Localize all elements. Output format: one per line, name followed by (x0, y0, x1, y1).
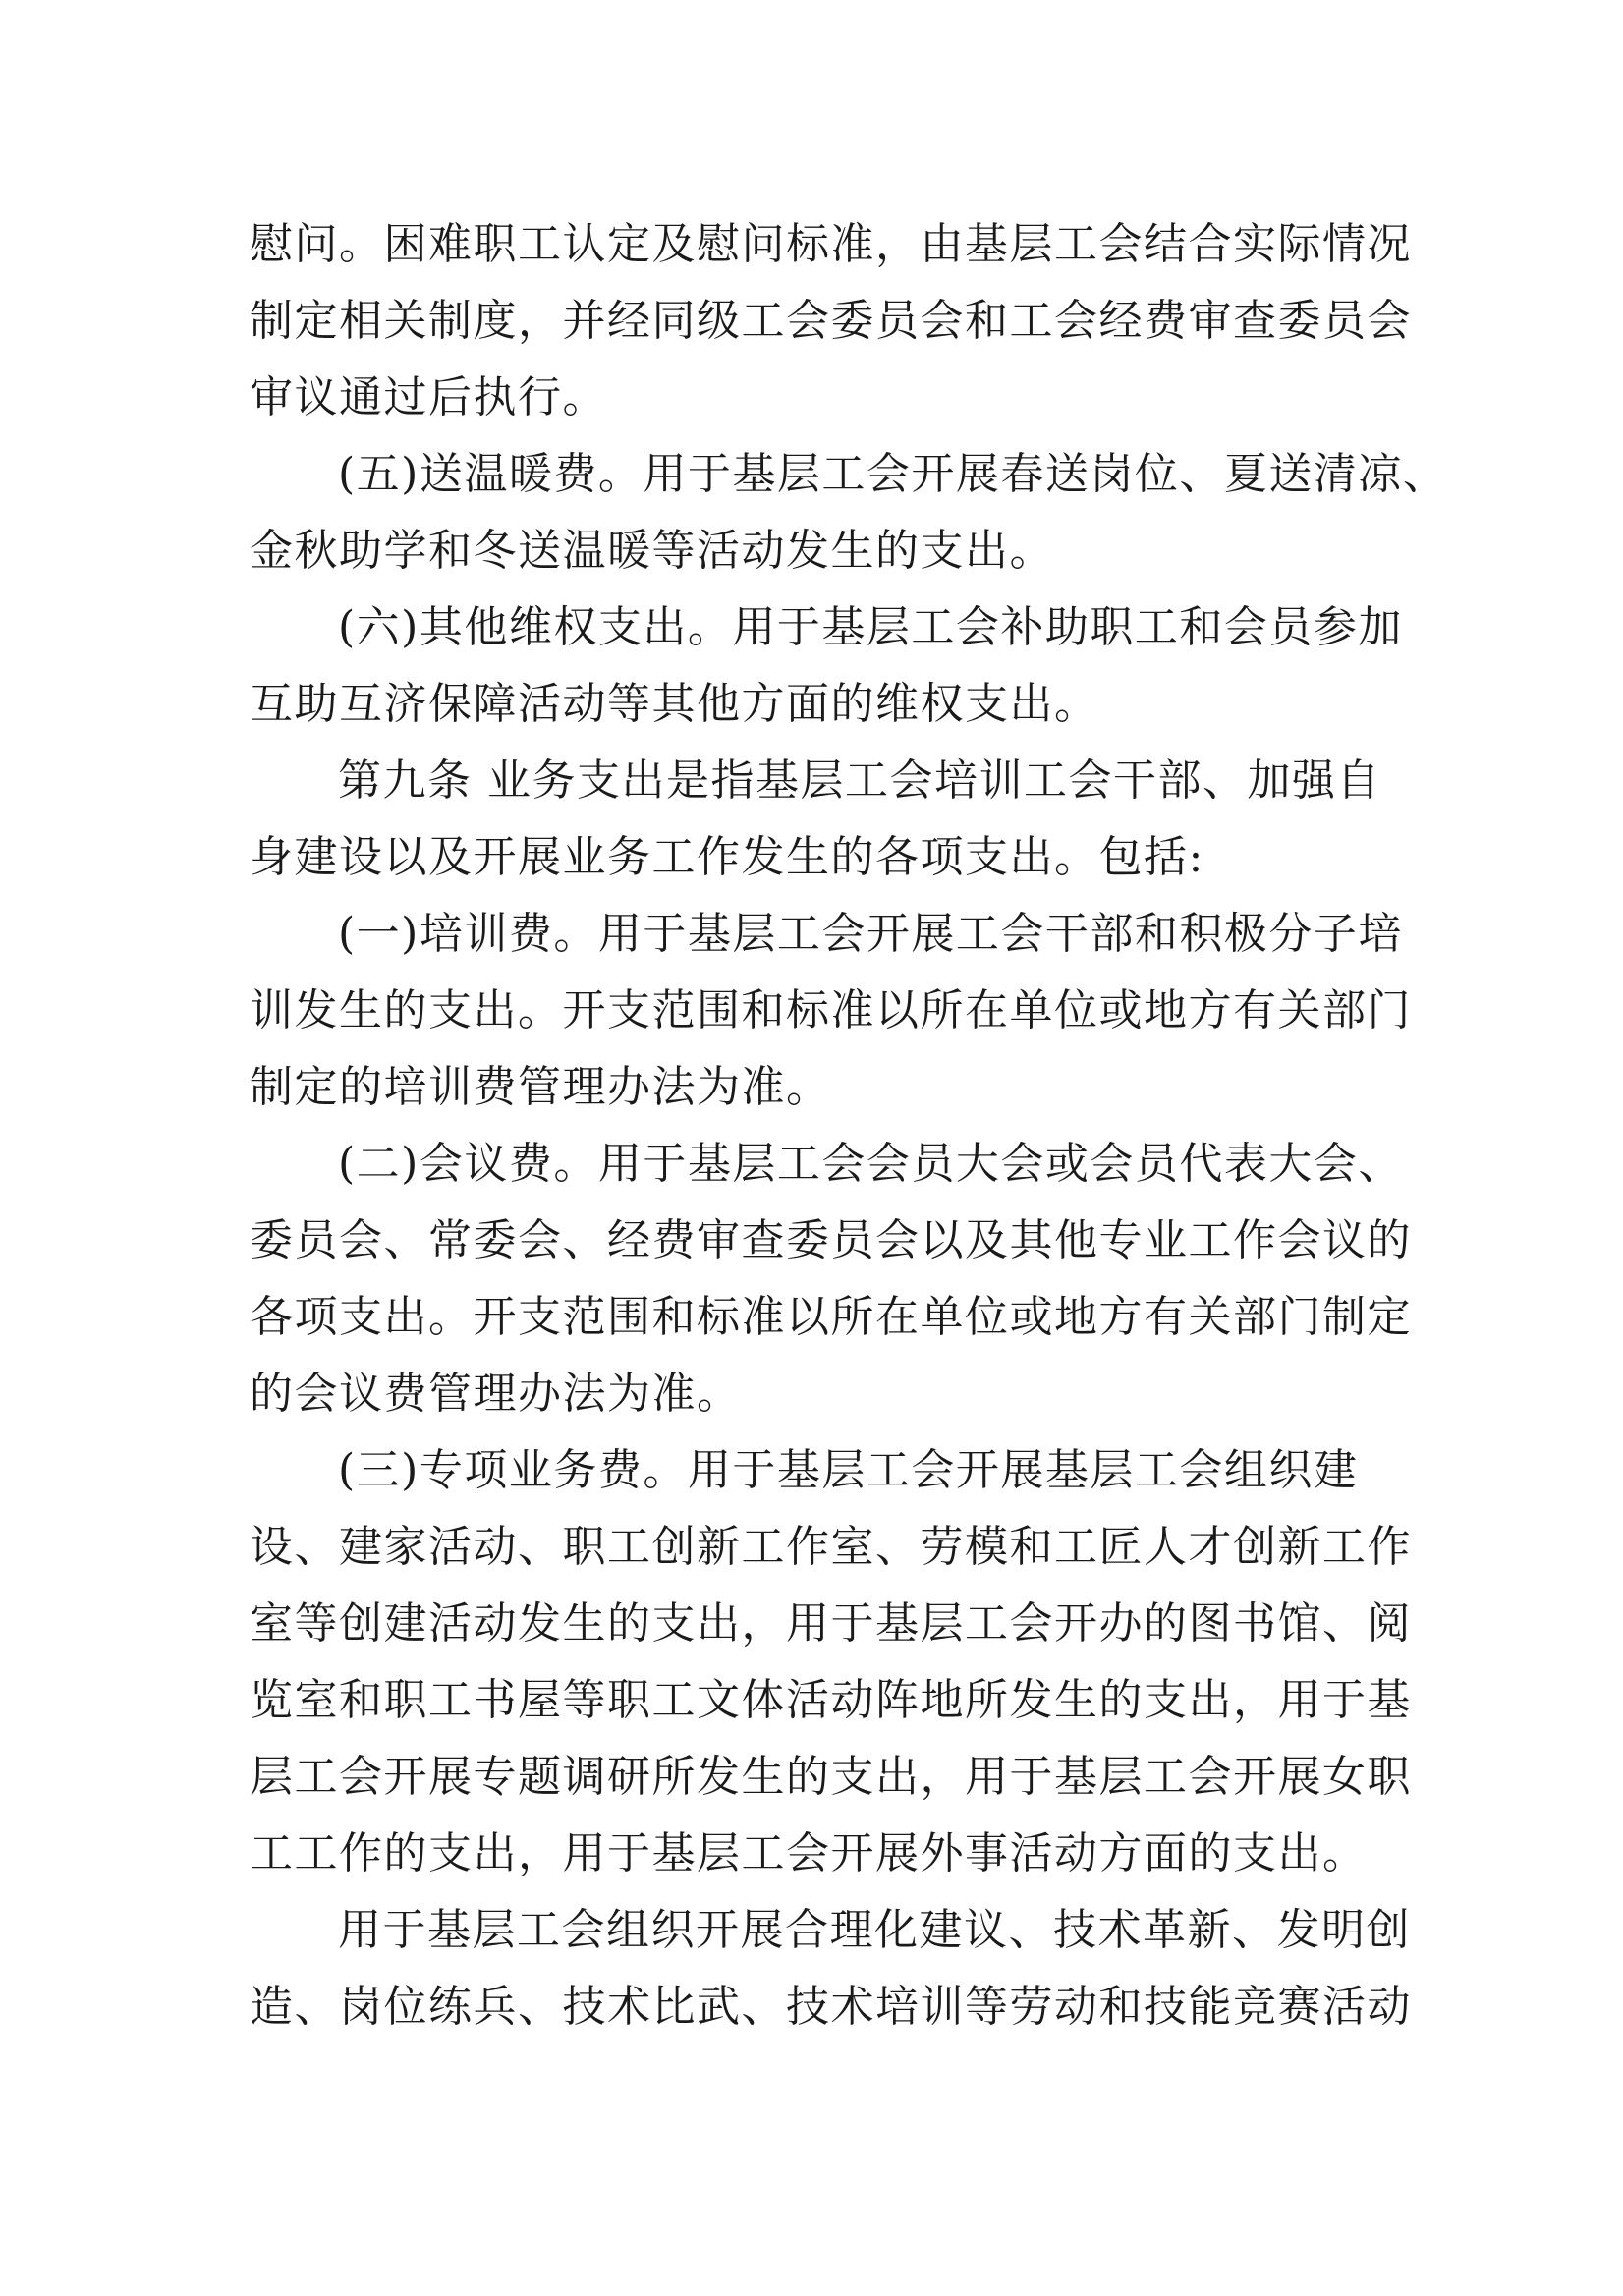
document-line: 用于基层工会组织开展合理化建议、技术革新、发明创 (338, 1905, 1411, 1955)
document-line: (二)会议费。用于基层工会会员大会或会员代表大会、 (338, 1139, 1403, 1189)
document-line: 室等创建活动发生的支出，用于基层工会开办的图书馆、阅 (250, 1598, 1412, 1649)
document-line: 慰问。困难职工认定及慰问标准，由基层工会结合实际情况 (250, 219, 1412, 269)
document-line: 委员会、常委会、经费审查委员会以及其他专业工作会议的 (250, 1215, 1412, 1265)
document-line: 制定的培训费管理办法为准。 (250, 1062, 831, 1112)
document-line: 金秋助学和冬送温暖等活动发生的支出。 (250, 526, 1054, 576)
document-line: 工工作的支出，用于基层工会开展外事活动方面的支出。 (250, 1828, 1368, 1878)
document-line: (五)送温暖费。用于基层工会开展春送岗位、夏送清凉、 (338, 449, 1448, 499)
document-line: 的会议费管理办法为准。 (250, 1369, 742, 1419)
document-line: 设、建家活动、职工创新工作室、劳模和工匠人才创新工作 (250, 1522, 1412, 1572)
document-line: 造、岗位练兵、技术比武、技术培训等劳动和技能竞赛活动 (250, 1982, 1412, 2032)
document-line: 层工会开展专题调研所发生的支出，用于基层工会开展女职 (250, 1752, 1412, 1802)
document-line: 览室和职工书屋等职工文体活动阵地所发生的支出，用于基 (250, 1675, 1412, 1725)
document-line: 制定相关制度，并经同级工会委员会和工会经费审查委员会 (250, 296, 1412, 346)
document-line: (六)其他维权支出。用于基层工会补助职工和会员参加 (338, 602, 1403, 652)
document-line: (三)专项业务费。用于基层工会开展基层工会组织建 (338, 1445, 1359, 1495)
document-line: 审议通过后执行。 (250, 372, 607, 422)
document-line: 各项支出。开支范围和标准以所在单位或地方有关部门制定 (250, 1292, 1412, 1342)
document-line: 身建设以及开展业务工作发生的各项支出。包括: (250, 832, 1204, 882)
document-line: 互助互济保障活动等其他方面的维权支出。 (250, 679, 1099, 729)
document-line: 第九条 业务支出是指基层工会培训工会干部、加强自 (338, 756, 1381, 806)
document-line: (一)培训费。用于基层工会开展工会干部和积极分子培 (338, 909, 1403, 959)
document-body (250, 206, 1448, 2045)
document-line: 训发生的支出。开支范围和标准以所在单位或地方有关部门 (250, 985, 1412, 1036)
